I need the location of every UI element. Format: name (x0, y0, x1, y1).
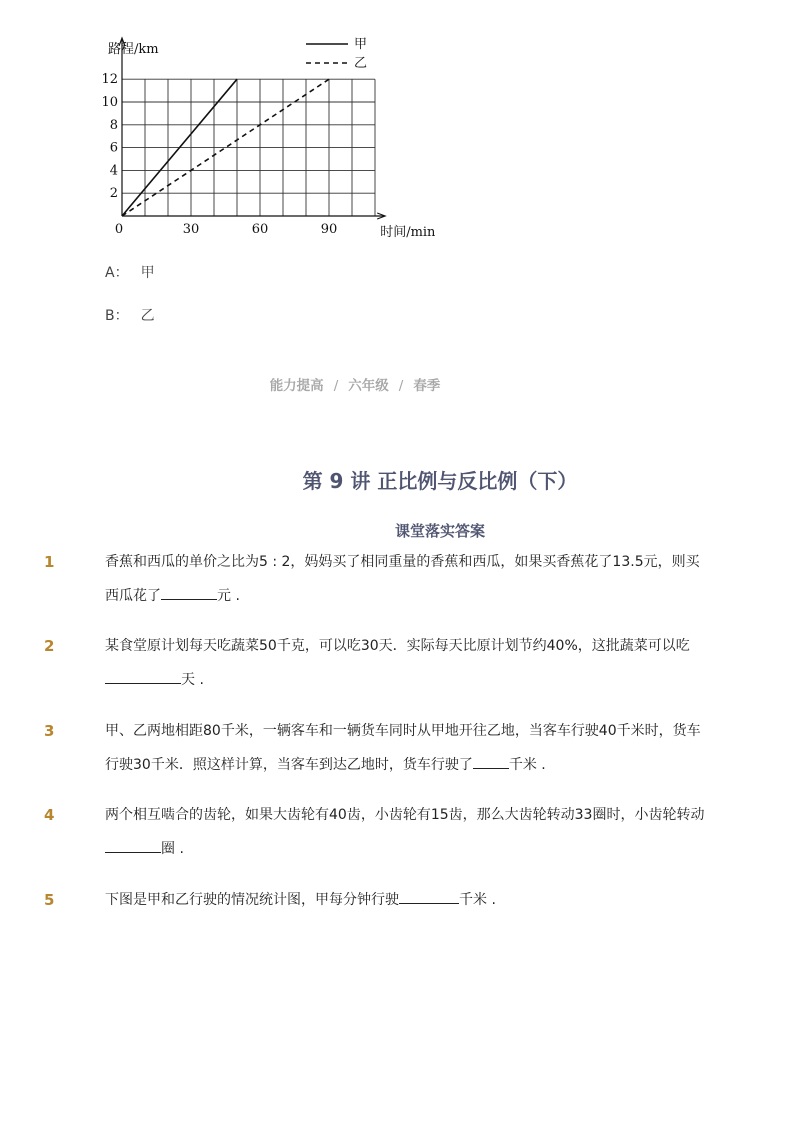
y-tick-label: 12 (101, 72, 118, 88)
question-3 (105, 714, 725, 782)
x-tick-label: 90 (320, 222, 338, 237)
question-3-text-a: 行驶30千米．照这样计算，当客车到达乙地时，货车行驶了 (105, 757, 473, 773)
question-5-line-1 (105, 883, 725, 917)
y-tick-label: 8 (109, 117, 118, 133)
option-a-value: 甲 (140, 265, 155, 281)
option-b (105, 305, 155, 325)
question-2-line-2 (105, 663, 725, 697)
option-b-key: B： (105, 308, 129, 324)
chart-grid (122, 79, 375, 216)
question-2-text-b: 天 . (181, 672, 204, 688)
question-number: 5 (44, 891, 55, 909)
question-1-line-2 (105, 579, 725, 613)
chart-axes (119, 38, 385, 219)
y-axis-title: 路程/km (108, 42, 159, 57)
question-3-line-2 (105, 748, 725, 782)
answer-blank[interactable] (161, 583, 217, 600)
y-tick-label: 2 (109, 186, 118, 202)
question-5-text-b: 千米 . (459, 892, 496, 908)
question-1-text-a: 西瓜花了 (105, 588, 161, 604)
question-number: 4 (44, 806, 55, 824)
distance-time-chart (100, 30, 440, 245)
question-2-line-1: 某食堂原计划每天吃蔬菜50千克，可以吃30天．实际每天比原计划节约40%，这批蔬菜可以吃 (105, 638, 690, 654)
x-tick-label: 0 (114, 222, 124, 237)
answer-blank[interactable] (473, 752, 509, 769)
question-4-line-2 (105, 832, 725, 866)
option-a (105, 262, 155, 282)
question-number: 3 (44, 722, 55, 740)
question-5 (105, 883, 725, 917)
x-axis-title: 时间/min (380, 225, 436, 240)
chart-labels (101, 42, 436, 240)
x-tick-label: 60 (251, 222, 269, 237)
legend-label: 乙 (354, 56, 368, 71)
page-footer (0, 374, 710, 394)
answer-blank[interactable] (399, 887, 459, 904)
answer-blank[interactable] (105, 667, 181, 684)
footer-sep-2: / (398, 378, 404, 394)
question-5-text-a: 下图是甲和乙行驶的情况统计图，甲每分钟行驶 (105, 892, 399, 908)
x-tick-label: 30 (182, 222, 200, 237)
question-1 (105, 545, 725, 613)
question-number: 2 (44, 637, 55, 655)
answer-blank[interactable] (105, 836, 161, 853)
y-tick-label: 4 (109, 163, 118, 179)
chart-legend (306, 37, 367, 71)
section-subtitle: 课堂落实答案 (394, 522, 485, 540)
option-a-key: A： (105, 265, 129, 281)
question-3-line-1: 甲、乙两地相距80千米，一辆客车和一辆货车同时从甲地开往乙地，当客车行驶40千米时，货车 (105, 723, 701, 739)
y-tick-label: 6 (109, 140, 118, 156)
question-3-text-b: 千米 . (508, 757, 546, 773)
footer-part2: 六年级 (348, 378, 389, 394)
question-number: 1 (44, 553, 55, 571)
footer-part3: 春季 (413, 378, 441, 394)
question-2 (105, 629, 725, 697)
question-4-line-1: 两个相互啮合的齿轮，如果大齿轮有40齿，小齿轮有15齿，那么大齿轮转动33圈时，小齿轮转动 (105, 807, 705, 823)
lesson-title: 第 9 讲 正比例与反比例（下） (302, 469, 578, 493)
question-4 (105, 798, 725, 866)
footer-sep-1: / (333, 378, 339, 394)
question-4-text-b: 圈 . (161, 841, 184, 857)
footer-part1: 能力提高 (269, 378, 324, 394)
legend-label: 甲 (354, 37, 368, 52)
question-1-line-1: 香蕉和西瓜的单价之比为5 : 2，妈妈买了相同重量的香蕉和西瓜，如果买香蕉花了13.5元，则买 (105, 554, 700, 570)
y-tick-label: 10 (101, 95, 118, 110)
option-b-value: 乙 (140, 308, 155, 324)
question-1-text-b: 元 . (217, 588, 240, 604)
